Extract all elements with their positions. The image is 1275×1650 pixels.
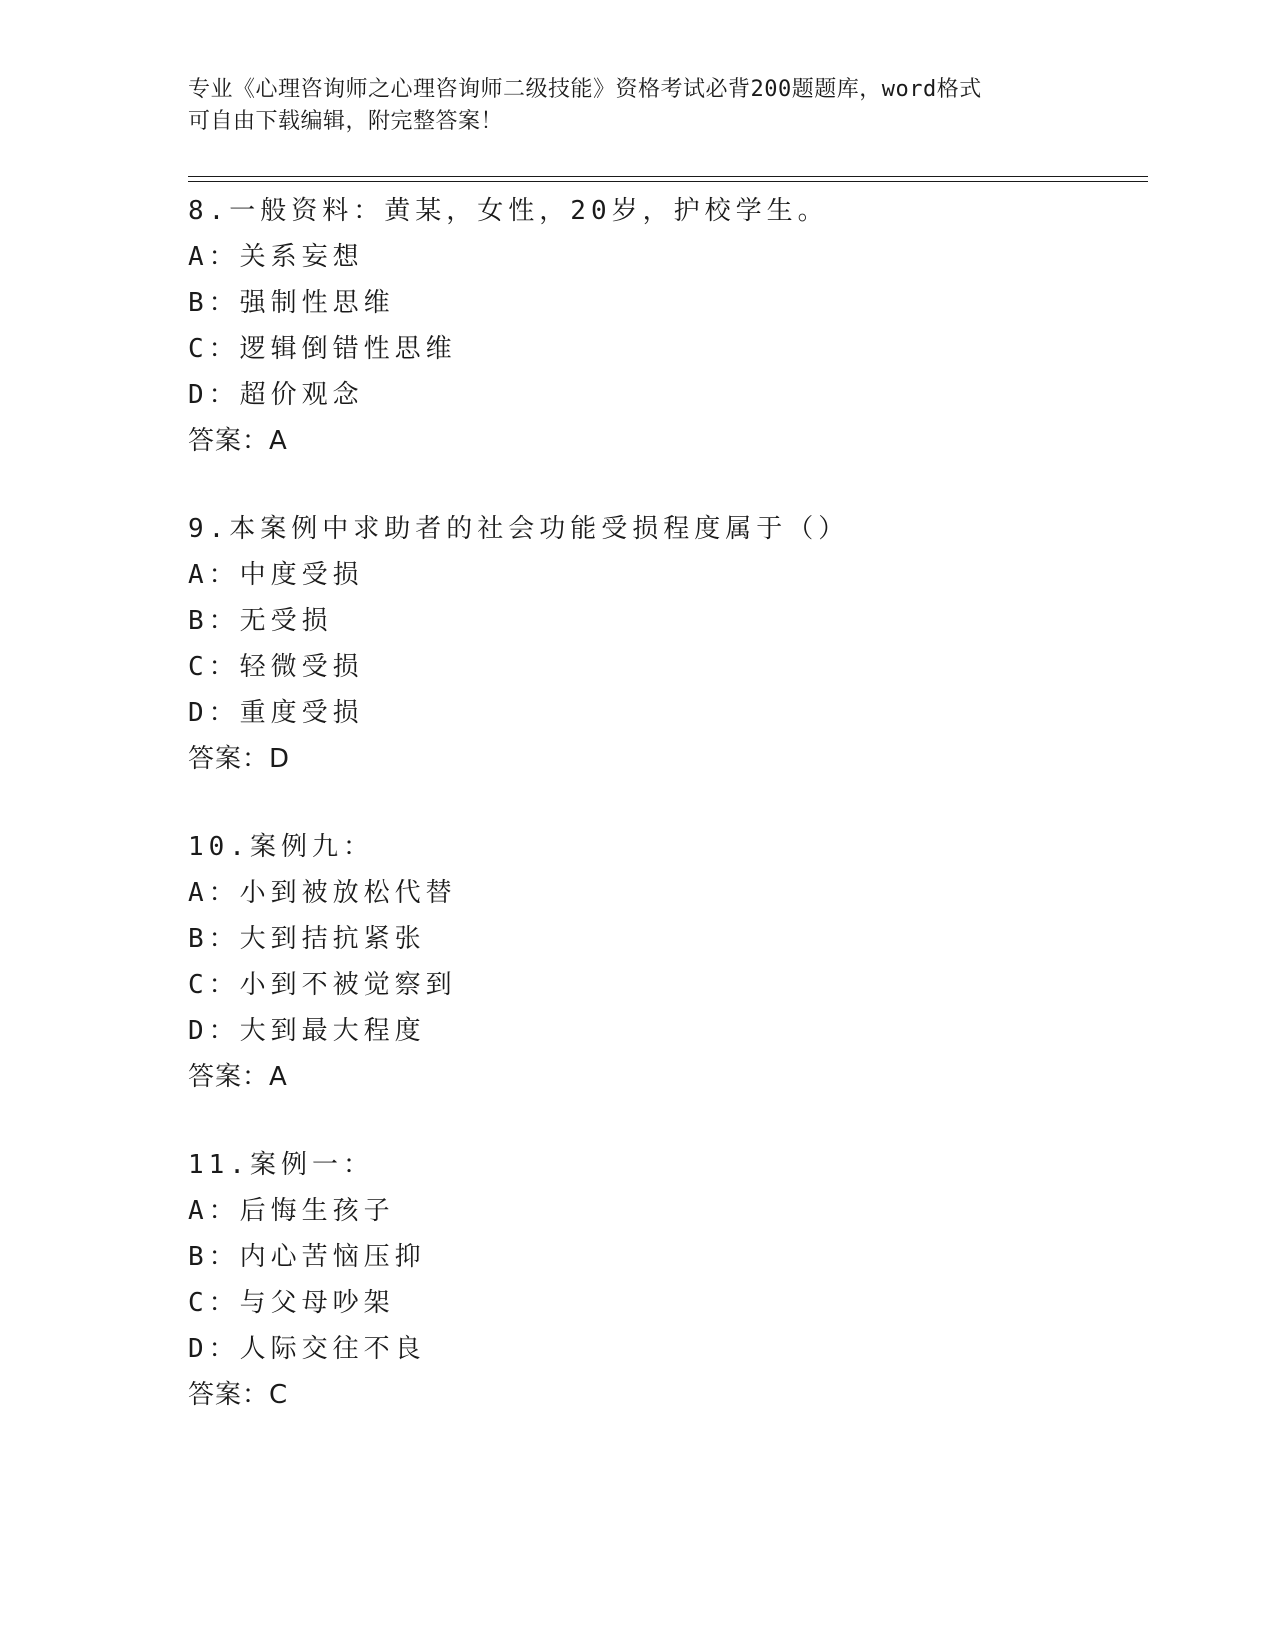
option-b: B：强制性思维 bbox=[188, 288, 395, 318]
answer: 答案：C bbox=[188, 1380, 289, 1410]
option-d: D：大到最大程度 bbox=[188, 1016, 426, 1046]
option-b: B：内心苦恼压抑 bbox=[188, 1242, 426, 1272]
answer: 答案：D bbox=[188, 744, 291, 774]
option-a: A：后悔生孩子 bbox=[188, 1196, 395, 1226]
header-line-1: 专业《心理咨询师之心理咨询师二级技能》资格考试必背200题题库，word格式 bbox=[188, 77, 982, 102]
option-c: C：轻微受损 bbox=[188, 652, 364, 682]
option-d: D：重度受损 bbox=[188, 698, 364, 728]
question-list bbox=[188, 188, 1148, 1460]
option-b: B：无受损 bbox=[188, 606, 333, 636]
option-d: D：人际交往不良 bbox=[188, 1334, 426, 1364]
option-d: D：超价观念 bbox=[188, 380, 364, 410]
option-b: B：大到拮抗紧张 bbox=[188, 924, 426, 954]
question-item bbox=[188, 188, 1148, 464]
document-header bbox=[188, 74, 1068, 138]
question-stem: 8.一般资料：黄某，女性，20岁，护校学生。 bbox=[188, 196, 829, 226]
option-c: C：小到不被觉察到 bbox=[188, 970, 457, 1000]
question-stem: 11.案例一： bbox=[188, 1150, 374, 1180]
option-c: C：与父母吵架 bbox=[188, 1288, 395, 1318]
question-stem: 9.本案例中求助者的社会功能受损程度属于（） bbox=[188, 514, 850, 544]
option-a: A：关系妄想 bbox=[188, 242, 364, 272]
header-divider-bottom bbox=[188, 181, 1148, 182]
question-item bbox=[188, 506, 1148, 782]
option-a: A：中度受损 bbox=[188, 560, 364, 590]
header-line-2: 可自由下载编辑，附完整答案！ bbox=[188, 109, 504, 134]
question-item bbox=[188, 1142, 1148, 1418]
question-stem: 10.案例九： bbox=[188, 832, 374, 862]
header-divider-top bbox=[188, 176, 1148, 177]
question-item bbox=[188, 824, 1148, 1100]
option-a: A：小到被放松代替 bbox=[188, 878, 457, 908]
answer: 答案：A bbox=[188, 426, 288, 456]
answer: 答案：A bbox=[188, 1062, 288, 1092]
option-c: C：逻辑倒错性思维 bbox=[188, 334, 457, 364]
